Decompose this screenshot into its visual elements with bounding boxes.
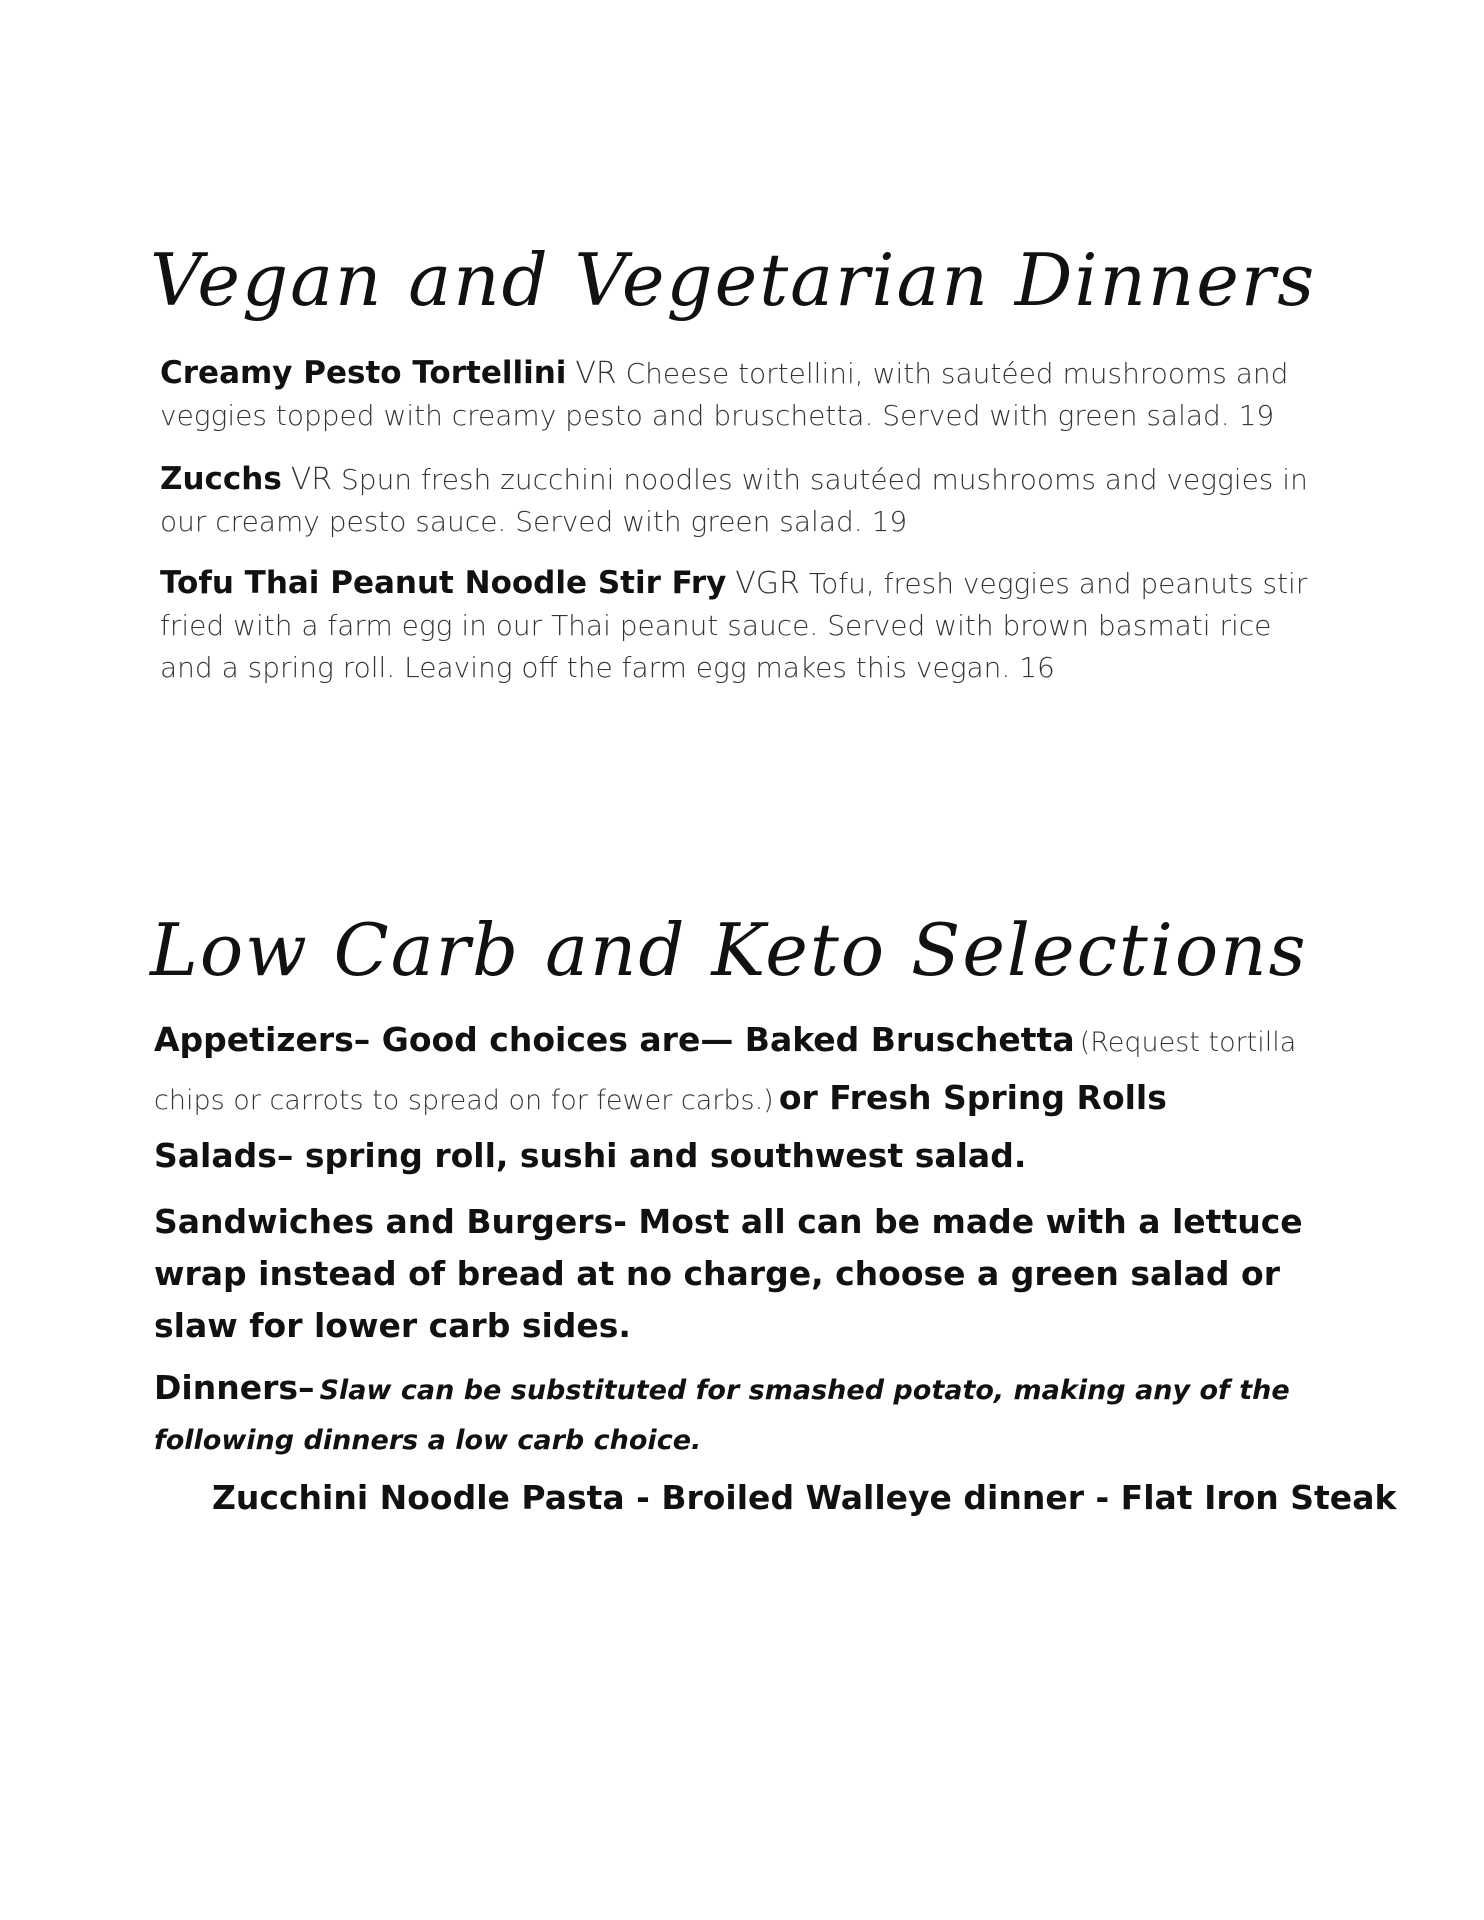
section-title-lowcarb: Low Carb and Keto Selections: [150, 908, 1308, 992]
lowcarb-sandwiches: Sandwiches and Burgers- Most all can be made with a lettuce wrap instead of bread at no charge, choose a green salad or slaw for lower carb sides.: [154, 1202, 1303, 1345]
menu-item-description: Cheese tortellini, with sautéed mushrooms and veggies topped with creamy pesto and bruschetta. Served with green salad. 19: [160, 357, 1289, 432]
lowcarb-dinners: [154, 1362, 1334, 1467]
menu-item: [160, 562, 1330, 689]
appetizers-note: (Request tortilla chips or carrots to spread on for fewer carbs.): [154, 1027, 1297, 1116]
section-title-vegan: Vegan and Vegetarian Dinners: [150, 238, 1317, 322]
dinners-label: Dinners–: [154, 1368, 315, 1407]
menu-item: [160, 352, 1330, 437]
menu-item-code: VR: [575, 356, 617, 391]
menu-item-description: Tofu, fresh veggies and peanuts stir fried with a farm egg in our Thai peanut sauce. Served with brown basmati rice and a spring roll. Leaving off the farm egg makes this vegan. 16: [160, 567, 1308, 684]
dinners-note: Slaw can be substituted for smashed potato, making any of the following dinners a low carb choice.: [154, 1375, 1290, 1456]
menu-item: [160, 458, 1330, 543]
menu-item-name: Zucchs: [160, 461, 282, 497]
lowcarb-appetizers: [154, 1014, 1334, 1130]
menu-item-code: VGR: [735, 566, 800, 601]
menu-item-description: Spun fresh zucchini noodles with sautéed mushrooms and veggies in our creamy pesto sauce. Served with green salad. 19: [160, 463, 1308, 538]
menu-item-name: Creamy Pesto Tortellini: [160, 355, 567, 391]
appetizers-label: Appetizers– Good choices are— Baked Bruschetta: [154, 1020, 1075, 1059]
menu-item-name: Tofu Thai Peanut Noodle Stir Fry: [160, 565, 727, 601]
menu-item-code: VR: [290, 462, 333, 497]
lowcarb-dinner-list: Zucchini Noodle Pasta - Broiled Walleye dinner - Flat Iron Steak: [212, 1478, 1397, 1517]
appetizers-tail: or Fresh Spring Rolls: [778, 1078, 1167, 1117]
lowcarb-salads: Salads– spring roll, sushi and southwest salad.: [154, 1136, 1027, 1175]
